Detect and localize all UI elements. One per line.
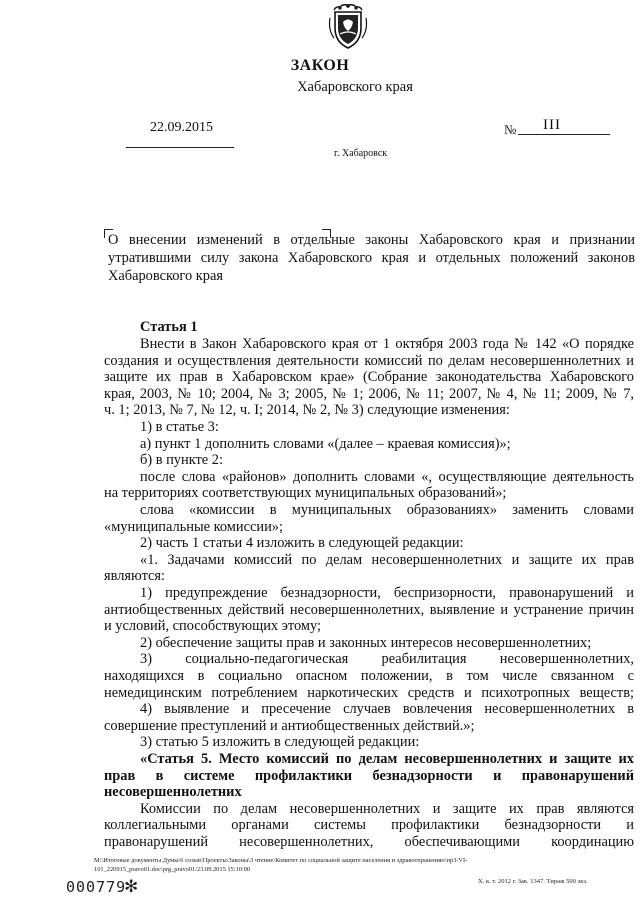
body-line: правонарушений несовершеннолетних, обеспечивающими координацию [104,834,634,850]
body-line: 1) предупреждение безнадзорности, беспризорности, правонарушений и [140,585,634,601]
law-title: ЗАКОН [290,57,350,74]
body-line: коллегиальными органами системы профилактики безнадзорности и [104,817,634,833]
star-mark-icon: ✻ [124,877,139,896]
law-date: 22.09.2015 [150,120,213,135]
article-1-heading: Статья 1 [140,319,198,335]
file-path-line-2: 101_220915_pravo01.doc\prg_pravo01/23.09.2015 15:10:00 [94,866,251,873]
file-path-line-1: M:\Итоговые документы Думы\6 созыв\Проекты\Законы\3 чтение\Комитет по социальной защите населения и здравоохранению\пр3-VI- [94,857,468,864]
body-line: являются: [104,568,166,584]
coat-of-arms-icon [326,4,370,50]
body-line: и условий, способствующих этому; [104,618,322,634]
body-line: слова «комиссии в муниципальных образованиях» заменить словами [140,502,634,518]
doc-title-line-1: О внесении изменений в отдельные законы Хабаровского края и признании [108,232,635,248]
body-line: «1. Задачами комиссий по делам несовершеннолетних и защите их прав [140,552,634,568]
body-line: края, 2003, № 10; 2004, № 3; 2005, № 1; 2006, № 11; 2007, № 4, № 11; 2009, № 7, [104,386,634,402]
body-line: 4) выявление и пресечение случаев вовлечения несовершеннолетних в [140,701,634,717]
article-5-heading: «Статья 5. Место комиссий по делам несовершеннолетних и защите их [140,751,634,767]
body-line: 2) обеспечение защиты прав и законных интересов несовершеннолетних; [140,635,592,651]
body-line: 2) часть 1 статьи 4 изложить в следующей редакции: [140,535,464,551]
city-name: г. Хабаровск [334,148,388,159]
print-info: Х. к. т. 2012 г. Зак. 1347. Тираж 500 экз. [478,878,588,885]
body-line: 3) социально-педагогическая реабилитация несовершеннолетних, [140,651,634,667]
body-line: 1) в статье 3: [140,419,219,435]
body-line: после слова «районов» дополнить словами «, осуществляющие деятельность [140,469,634,485]
body-line: создания и осуществления деятельности комиссий по делам несовершеннолетних и [104,353,634,369]
body-line: «муниципальные комиссии»; [104,519,283,535]
file-path [94,856,614,874]
body-line: а) пункт 1 дополнить словами «(далее – краевая комиссия)»; [140,436,511,452]
body-line: 3) статью 5 изложить в следующей редакции: [140,734,420,750]
body-line: на территориях соответствующих муниципальных образований»; [104,485,507,501]
document-code: 000779 [66,878,127,896]
law-number: III [543,117,561,133]
law-subtitle: Хабаровского края [297,79,413,95]
body-line: находящихся в социально опасном положении, в том числе связанном с [104,668,634,684]
body-line: совершение преступлений и антиобщественных действий.»; [104,718,475,734]
number-label: № [504,122,517,137]
article-5-heading-cont: прав в системе профилактики безнадзорности и правонарушений [104,768,634,784]
body-line: Внести в Закон Хабаровского края от 1 октября 2003 года № 142 «О порядке [140,336,634,352]
body-line: ч. 1; 2013, № 7, № 12, ч. I; 2014, № 2, № 3) следующие изменения: [104,402,510,418]
body-line: немедицинским потреблением наркотических средств и психотропных веществ; [104,685,634,701]
doc-title-line-3: Хабаровского края [108,268,223,284]
number-underline [518,134,610,135]
body-line: защите их прав в Хабаровском крае» (Собрание законодательства Хабаровского [104,369,634,385]
body-line: антиобщественных действий несовершеннолетних, выявление и устранение причин [104,602,634,618]
body-line: б) в пункте 2: [140,452,223,468]
date-underline [126,147,234,148]
article-5-heading-end: несовершеннолетних [104,784,242,800]
body-line: Комиссии по делам несовершеннолетних и защите их прав являются [140,801,634,817]
doc-title-line-2: утратившими силу закона Хабаровского края и отдельных положений законов [108,250,635,266]
